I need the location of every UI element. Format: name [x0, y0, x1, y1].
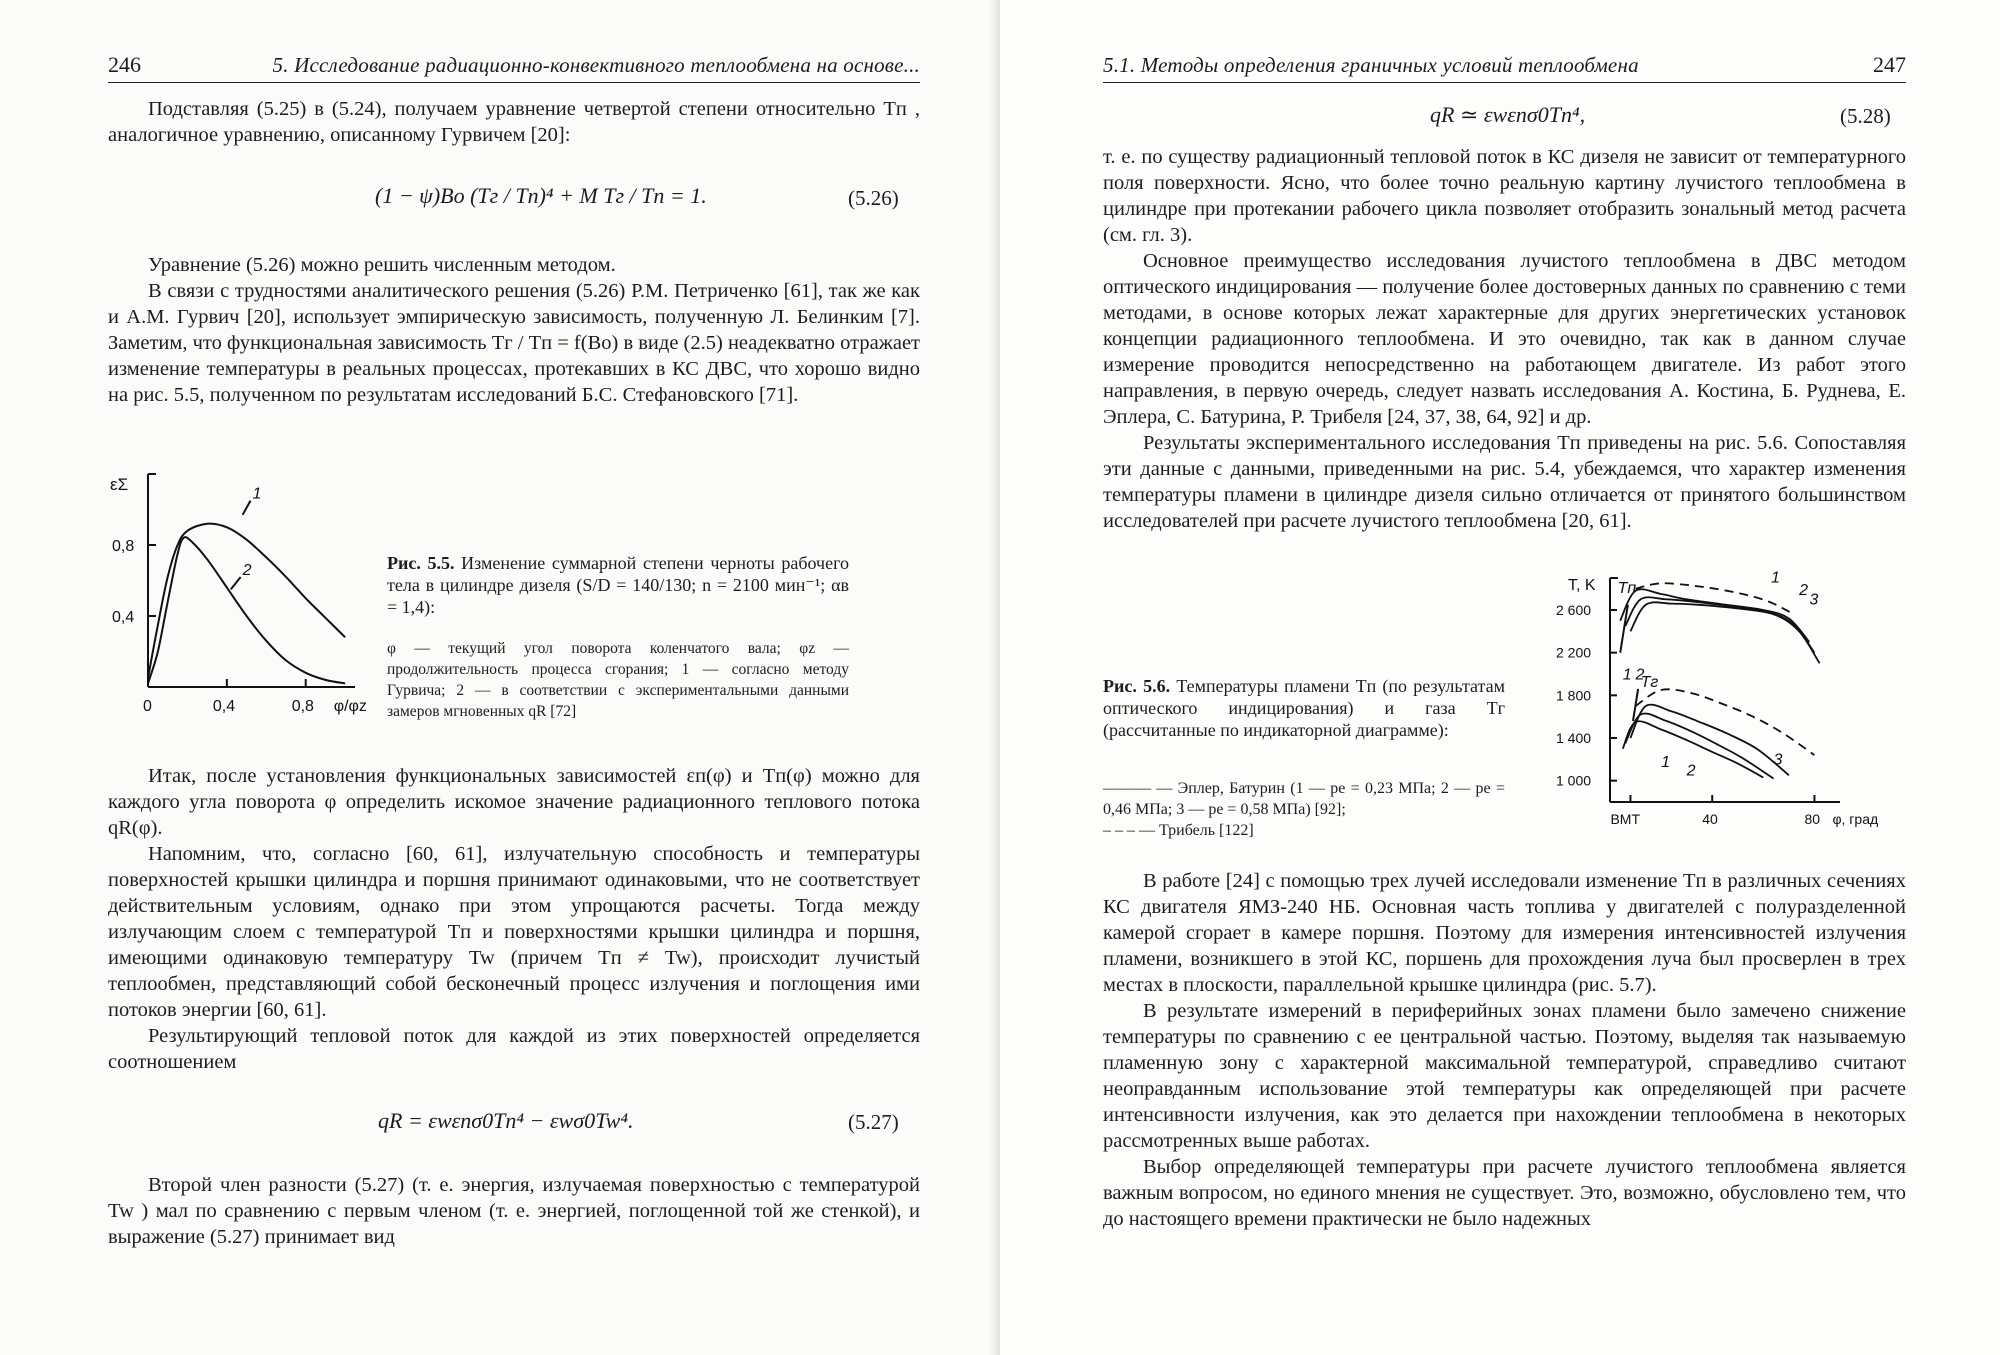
running-title: 5. Исследование радиационно-конвективного теплообмена на основе... [272, 53, 920, 77]
legend-solid: ——— — Эплер, Батурин (1 — pe = 0,23 МПа; 2 — pe = 0,46 МПа; 3 — pe = 0,58 МПа) [92]; [1103, 780, 1505, 818]
figure-5-5-caption: Рис. 5.5. Изменение суммарной степени черноты рабочего тела в цилиндре дизеля (S/D = 140/130; n = 2100 мин⁻¹; αв = 1,4): [387, 553, 850, 617]
series-5-number: 2 [1686, 762, 1696, 780]
y-tick-label: 0,4 [112, 609, 135, 626]
series-4-number: 1 [1661, 753, 1671, 771]
figure-5-6-legend [1103, 778, 1505, 841]
y-tick-label: 1 000 [1556, 772, 1592, 789]
series-line-1 [148, 524, 345, 679]
running-title: 5.1. Методы определения граничных условий теплообмена [1103, 53, 1639, 77]
right-page-header [1103, 48, 1906, 83]
x-axis-label: φ/φz [333, 698, 367, 715]
equation-5-27: qR = εwεпσ0Tп⁴ − εwσ0Tw⁴. [378, 1108, 634, 1133]
figure-5-6 [1540, 560, 1879, 850]
series-2-number: 2 [1799, 582, 1809, 600]
series-1-number-lower: 1 [1622, 666, 1632, 684]
equation-5-26: (1 − ψ)Bo (Tг / Tп)⁴ + M Tг / Tп = 1. [375, 183, 707, 208]
paragraph: Второй член разности (5.27) (т. е. энергия, излучаемая поверхностью с температурой Tw ) мал по сравнению с первым членом (т. е. энергией, поглощенной той же стенкой), и выражение (5.27) принимает вид [108, 1174, 920, 1248]
x-tick-label: 0,8 [291, 698, 314, 715]
figure-5-5 [100, 462, 370, 727]
paragraph: Уравнение (5.26) можно решить численным методом. В связи с трудностями аналитического решения (5.26) Р.М. Петриченко [61], так же как и А.М. Гурвич [20], использует эмпирическую зависимость, полученную Л. Белинким [7]. Заметим, что функциональная зависимость Tг / Tп = f(Bo) в виде (2.5) неадекватно отражает изменение температуры в реальных процессах, протекавших в КС ДВС, что хорошо видно на рис. 5.5, полученном по результатам исследований Б.С. Стефановского [71]. [108, 254, 921, 406]
equation-number: (5.28) [1840, 104, 1891, 128]
x-tick-label: 0 [143, 698, 152, 715]
series-1-label: 1 [252, 485, 262, 503]
legend-dashed: – – – — Трибель [122] [1103, 822, 1254, 839]
label-Tp: Tп [1617, 579, 1637, 597]
series-2-number-lower: 2 [1635, 666, 1645, 684]
figure-5-5-note: φ — текущий угол поворота коленчатого вала; φz — продолжительность процесса сгорания; 1 — согласно методу Гурвича; 2 — в соответствии с экспериментальными данными замеров мгновенных qR [72] [387, 640, 849, 720]
y-tick-label: 1 400 [1556, 730, 1592, 746]
series-line-3 [1630, 602, 1819, 663]
x-tick-label: 40 [1702, 811, 1718, 827]
y-axis-label: T, K [1568, 577, 1596, 594]
paragraph: т. е. по существу радиационный тепловой поток в КС дизеля не зависит от температурного поля поверхности. Ясно, что более точно реальную картину лучистого теплообмена в цилиндре при протекании рабочего цикла позволяет отобразить зональный метод расчета (см. гл. 3). Основное преимущество исследования лучистого теплообмена в ДВС методом оптического индицирования — получение более достоверных данных по сравнению с теми методами, в основе которых лежат характерные для других энергетических установок концепции радиационного теплообмена. И это очевидно, так как в данном случае измерение проводится непосредственно на работающем двигателе. Из работ этого направления, в первую очередь, следует назвать исследования А. Костина, Б. Руднева, Е. Эплера, С. Батурина, Р. Трибеля [24, 37, 38, 64, 92] и др. Результаты экспериментального исследования Tп приведены на рис. 5.6. Сопоставляя эти данные с данными, приведенными на рис. 5.4, убеждаемся, что характер изменения температуры пламени в цилиндре дизеля сильно отличается от принятого большинством исследователей при расчете лучистого теплообмена [20, 61]. [1103, 146, 1906, 532]
series-2-leader [231, 577, 241, 589]
series-2-label: 2 [242, 561, 252, 579]
series-1-number: 1 [1771, 569, 1780, 587]
series-line-8 [1636, 689, 1815, 755]
label-Tg: Tг [1640, 673, 1659, 691]
y-tick-label: 0,8 [112, 538, 135, 555]
y-tick-label: 1 800 [1556, 687, 1592, 704]
x-tick-label: ВМТ [1610, 811, 1641, 827]
equation-number: (5.27) [848, 1110, 899, 1134]
y-tick-label: 2 200 [1556, 644, 1592, 661]
y-axis-label: εΣ [110, 475, 129, 494]
series-line-2 [148, 537, 345, 683]
y-tick-label: 2 600 [1556, 602, 1592, 618]
x-tick-label: 0,4 [212, 698, 236, 715]
x-tick-label: 80 [1804, 811, 1821, 827]
page-number: 247 [1873, 52, 1906, 77]
right-page [1000, 0, 2000, 1355]
paragraph: Итак, после установления функциональных зависимостей εп(φ) и Tп(φ) можно для каждого угла поворота φ определить искомое значение радиационного теплового потока qR(φ). Напомним, что, согласно [60, 61], излучательную способность и температуры поверхностей крышки цилиндра и поршня принимают одинаковыми, что не соответствует действительным условиям, однако при этом упрощаются расчеты. Тогда между излучающим слоем с температурой Tп и поверхностями крышки цилиндра и поршня, имеющими одинаковую температуру Tw (причем Tп ≠ Tw), происходит лучистый теплообмен, представляющий собой бесконечный процесс излучения и поглощения ими потоков энергии [60, 61]. Результирующий тепловой поток для каждой из этих поверхностей определяется соотношением [108, 765, 920, 1073]
paragraph: В работе [24] с помощью трех лучей исследовали изменение Tп в различных сечениях КС двигателя ЯМЗ-240 НБ. Основная часть топлива у двигателей с полуразделенной камерой сгорает в камере поршня. Поэтому для измерения интенсивностей излучения пламени, возникшего в этой КС, поршень для прохождения луча был просверлен в трех местах в плоскости, параллельной крышке цилиндра (рис. 5.7). В результате измерений в периферийных зонах пламени было замечено снижение температуры по сравнению с ее центральной частью. Поэтому, выделяя так называемую пламенную зону с характерной максимальной температурой, справедливо считают неоправданным использование этой температуры как определяющей при расчете интенсивности излучения, как это делается при нахождении теплообмена в некоторых рассмотренных выше работах. Выбор определяющей температуры при расчете лучистого теплообмена является важным вопросом, но единого мнения не существует. Это, возможно, обусловлено тем, что до настоящего времени практически не было надежных [1103, 870, 1906, 1230]
equation-5-28: qR ≃ εwεпσ0Tп⁴, [1430, 102, 1586, 127]
paragraph: Подставляя (5.25) в (5.24), получаем уравнение четвертой степени относительно Tп , аналогичное уравнению, описанному Гурвичем [20]: [108, 98, 920, 146]
x-axis-label: φ, град [1832, 811, 1879, 827]
figure-5-6-caption: Рис. 5.6. Температуры пламени Tп (по результатам оптического индицирования) и газа Tг (рассчитанные по индикаторной диаграмме): [1103, 676, 1506, 740]
page-number: 246 [108, 52, 141, 77]
left-page-header [108, 48, 920, 83]
series-3-number: 3 [1809, 591, 1819, 609]
series-1-leader [243, 501, 251, 515]
series-6-number: 3 [1773, 751, 1783, 769]
equation-number: (5.26) [848, 186, 899, 210]
series-line-2 [1625, 597, 1814, 652]
